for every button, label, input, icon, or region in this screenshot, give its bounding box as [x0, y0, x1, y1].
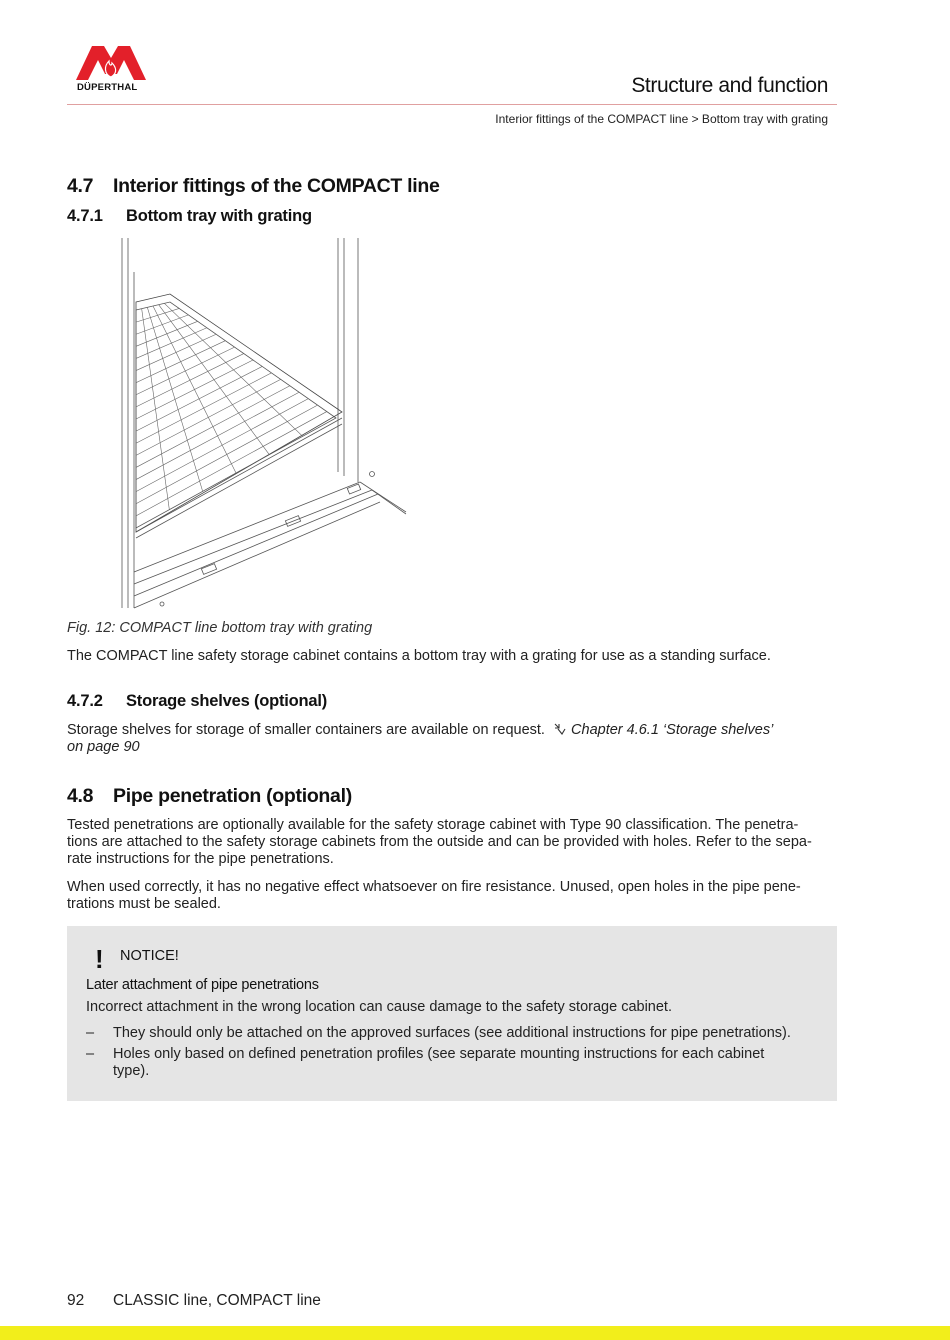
list-dash: –: [86, 1025, 95, 1041]
body-paragraph-1: [67, 817, 837, 868]
notice-subtitle: Later attachment of pipe penetrations: [86, 977, 319, 993]
page-footer: [67, 1292, 321, 1310]
notice-list: [86, 1025, 826, 1084]
section-heading-4-7-2: [67, 692, 327, 711]
chapter-link[interactable]: Chapter 4.6.1 ‘Storage shelves’: [571, 722, 774, 738]
section-heading-4-7: [67, 175, 440, 198]
body-text: The COMPACT line safety storage cabinet contains a bottom tray with a grating for use as a standing surface.: [67, 648, 771, 664]
footer-color-bar: [0, 1326, 950, 1340]
section-number: 4.8: [67, 785, 94, 807]
body-paragraph-2: [67, 879, 837, 913]
notice-box: [67, 926, 837, 1101]
brand-name: DÜPERTHAL: [77, 82, 138, 93]
text-line: trations must be sealed.: [67, 896, 221, 912]
section-number: 4.7: [67, 175, 94, 197]
text-line: tions are attached to the safety storage cabinets from the outside and can be provided with holes. Refer to the sepa-: [67, 834, 812, 850]
text-line: rate instructions for the pipe penetrations.: [67, 851, 334, 867]
flame-logo-icon: [76, 44, 146, 82]
text-line: Holes only based on defined penetration profiles (see separate mounting instructions for each cabinet: [113, 1046, 765, 1062]
text-line: They should only be attached on the approved surfaces (see additional instructions for pipe penetrations).: [113, 1025, 791, 1041]
section-title: Bottom tray with grating: [126, 207, 312, 225]
footer-text: CLASSIC line, COMPACT line: [113, 1292, 321, 1309]
list-dash: –: [86, 1046, 95, 1062]
text-line: type).: [113, 1063, 150, 1079]
text-line: When used correctly, it has no negative effect whatsoever on fire resistance. Unused, open holes in the pipe pene-: [67, 879, 801, 895]
breadcrumb: Interior fittings of the COMPACT line > Bottom tray with grating: [495, 112, 828, 126]
figure-bottom-tray-drawing: [110, 232, 410, 610]
section-title: Interior fittings of the COMPACT line: [113, 175, 440, 197]
brand-logo: [74, 44, 150, 96]
section-number: 4.7.2: [67, 692, 103, 710]
notice-body: Incorrect attachment in the wrong location can cause damage to the safety storage cabinet.: [86, 999, 672, 1015]
page-number: 92: [67, 1292, 85, 1309]
notice-label: NOTICE!: [120, 948, 179, 964]
section-heading-4-8: [67, 785, 352, 808]
cross-reference-icon: [553, 723, 567, 735]
exclamation-icon: !: [95, 944, 104, 974]
body-text: [67, 722, 837, 756]
section-number: 4.7.1: [67, 207, 103, 225]
section-title: Pipe penetration (optional): [113, 785, 352, 807]
text-line: Tested penetrations are optionally available for the safety storage cabinet with Type 90 classification. The penetra-: [67, 817, 799, 833]
section-title: Storage shelves (optional): [126, 692, 328, 710]
list-item: [86, 1025, 826, 1042]
page-link[interactable]: on page 90: [67, 739, 140, 755]
figure-caption: Fig. 12: COMPACT line bottom tray with grating: [67, 620, 373, 636]
list-item: [86, 1046, 826, 1080]
section-heading-4-7-1: [67, 207, 312, 226]
body-text-sentence: Storage shelves for storage of smaller containers are available on request.: [67, 722, 545, 738]
chapter-title: Structure and function: [631, 74, 828, 97]
header-divider: [67, 104, 837, 105]
